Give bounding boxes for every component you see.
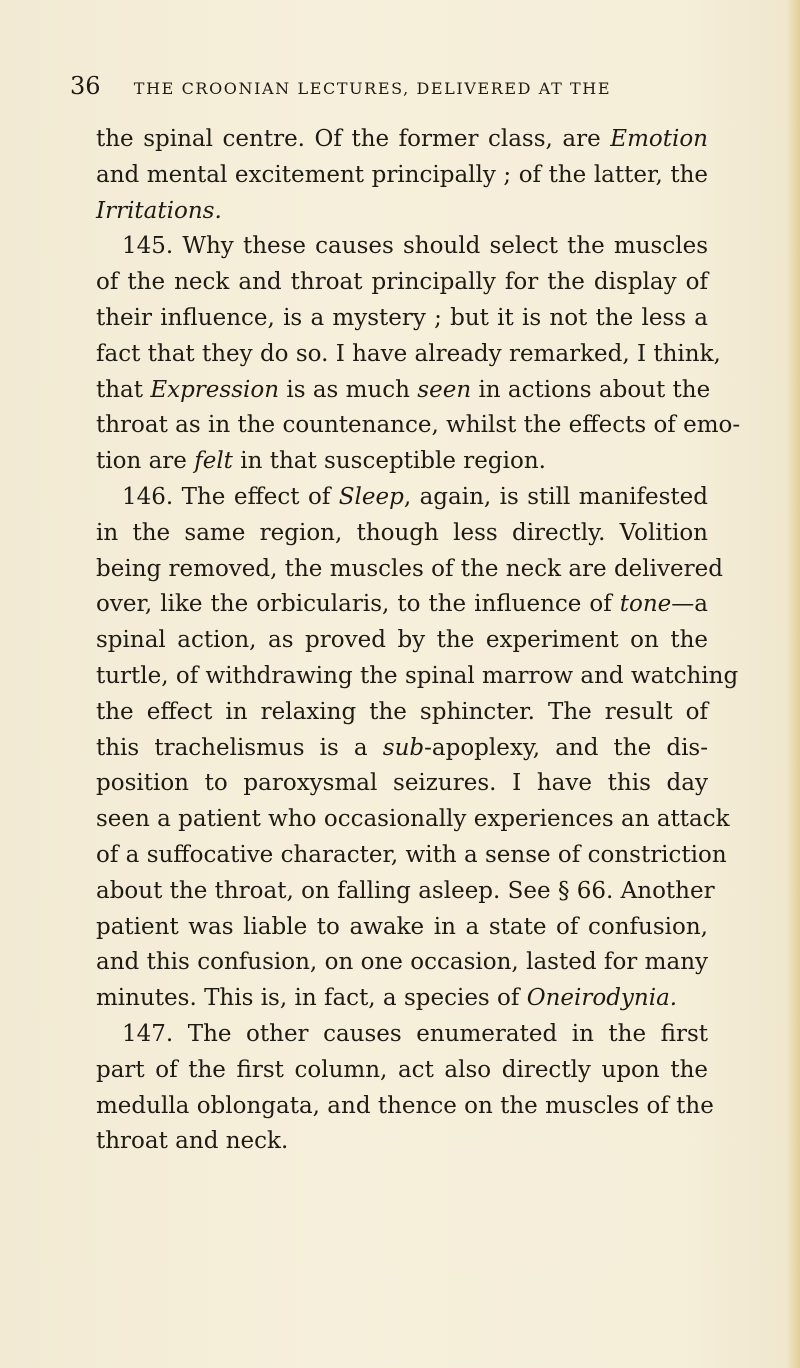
italic-text: Oneirodynia. <box>526 985 678 1012</box>
italic-text: sub <box>382 734 425 761</box>
text-segment: their influence, is a mystery ; but it is not the less a <box>96 304 708 331</box>
text-line <box>96 444 708 480</box>
text-segment: the effect in relaxing the sphincter. The result of <box>96 698 708 725</box>
running-title: THE CROONIAN LECTURES, DELIVERED AT THE <box>133 79 612 98</box>
text-line <box>96 1089 714 1125</box>
text-segment: medulla oblongata, and thence on the muscles of the <box>96 1092 714 1119</box>
text-segment: patient was liable to awake in a state of confusion, <box>96 913 708 940</box>
text-line <box>96 337 721 373</box>
text-segment: the spinal centre. Of the former class, are <box>96 126 611 152</box>
text-line <box>96 945 708 981</box>
italic-text: Irritations. <box>96 197 222 224</box>
text-segment: 147. The other causes enumerated in the first <box>122 1020 708 1047</box>
text-segment: being removed, the muscles of the neck are delivered <box>96 555 723 582</box>
text-line <box>96 659 739 695</box>
text-line <box>96 802 730 838</box>
text-line <box>96 194 708 230</box>
text-segment: in the same region, though less directly. Volition <box>96 519 708 546</box>
italic-text: Expression <box>150 376 280 403</box>
text-segment: about the throat, on falling asleep. See § 66. Another <box>96 877 715 904</box>
text-line <box>96 587 708 623</box>
page-number: 36 <box>70 72 101 100</box>
text-segment: over, like the orbicularis, to the influence of <box>96 591 620 618</box>
text-segment: -apoplexy, and the dis- <box>424 734 709 761</box>
italic-text: Sleep <box>338 483 404 510</box>
text-segment: seen a patient who occasionally experiences an attack <box>96 806 730 833</box>
text-line <box>96 910 708 946</box>
text-line <box>96 874 715 910</box>
text-line <box>96 838 727 874</box>
text-segment: throat and neck. <box>96 1128 289 1155</box>
text-line <box>96 301 708 337</box>
text-segment: of a suffocative character, with a sense of constriction <box>96 841 727 868</box>
text-line <box>96 552 723 588</box>
body-text <box>96 122 741 1160</box>
text-line <box>96 480 708 516</box>
italic-text: Emotion <box>610 126 708 152</box>
text-line <box>96 408 741 444</box>
italic-text: tone <box>619 591 672 618</box>
text-line <box>96 158 708 194</box>
text-segment: position to paroxysmal seizures. I have this day <box>96 770 708 797</box>
text-segment: —a <box>671 591 708 618</box>
text-segment: in that susceptible region. <box>232 448 546 475</box>
text-line <box>96 766 708 802</box>
text-segment: is as much <box>279 376 418 403</box>
text-line <box>96 373 711 409</box>
text-line <box>96 122 708 158</box>
text-segment: in actions about the <box>471 376 711 403</box>
text-line <box>96 623 708 659</box>
italic-text: seen <box>417 376 472 403</box>
text-segment: , again, is still manifested <box>403 483 708 510</box>
text-line <box>96 1053 708 1089</box>
text-line <box>96 695 708 731</box>
text-line <box>96 229 708 265</box>
text-segment: tion are <box>96 448 195 475</box>
text-segment: and mental excitement principally ; of the latter, the <box>96 161 708 188</box>
text-line <box>96 516 708 552</box>
text-segment: throat as in the countenance, whilst the effects of emo- <box>96 412 741 439</box>
text-line <box>96 731 708 767</box>
text-segment: part of the first column, act also directly upon the <box>96 1056 708 1083</box>
text-line <box>96 265 708 301</box>
text-segment: turtle, of withdrawing the spinal marrow and watching <box>96 662 739 689</box>
text-segment: fact that they do so. I have already remarked, I think, <box>96 340 721 367</box>
text-segment: 145. Why these causes should select the muscles <box>122 233 708 260</box>
text-segment: this trachelismus is a <box>96 734 383 761</box>
text-line <box>96 981 708 1017</box>
text-segment: that <box>96 376 151 403</box>
text-line <box>96 1017 708 1053</box>
text-segment: of the neck and throat principally for the display of <box>96 269 708 296</box>
text-segment: and this confusion, on one occasion, lasted for many <box>96 949 708 976</box>
italic-text: felt <box>194 448 233 475</box>
page-edge-shadow <box>786 0 800 1368</box>
text-segment: 146. The effect of <box>122 483 339 510</box>
text-segment: spinal action, as proved by the experiment on the <box>96 627 708 654</box>
running-header <box>70 72 670 106</box>
text-line <box>96 1124 708 1160</box>
text-segment: minutes. This is, in fact, a species of <box>96 985 527 1012</box>
